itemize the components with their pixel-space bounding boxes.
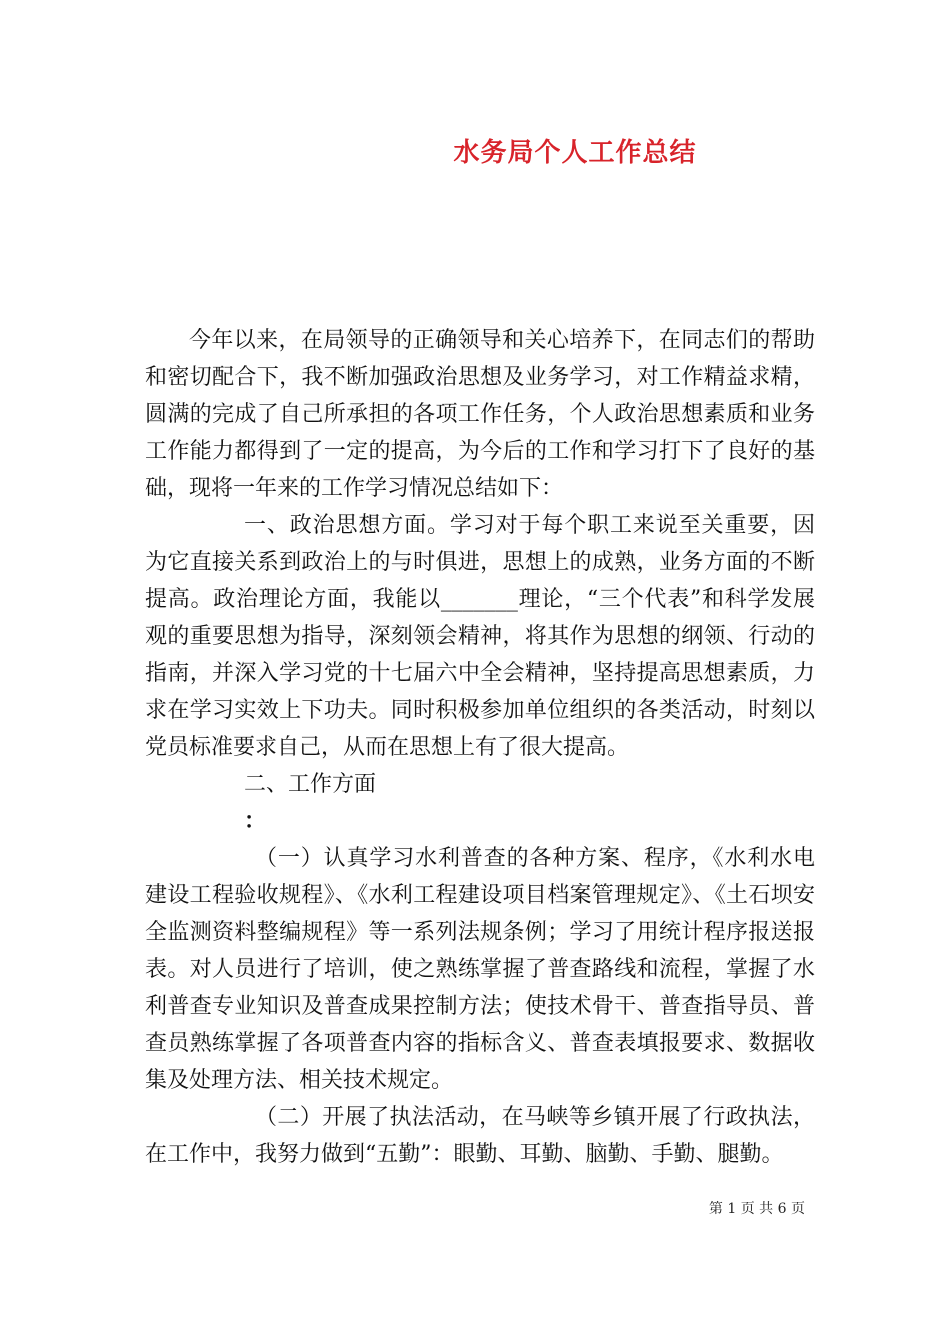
section-work-colon: ： — [244, 808, 267, 834]
intro-paragraph: 今年以来，在局领导的正确领导和关心培养下，在同志们的帮助和密切配合下，我不断加强政治思想及业务学习，对工作精益求精，圆满的完成了自己所承担的各项工作任务，个人政治思想素质和业务工作能力都得到了一定的提高，为今后的工作和学习打下了良好的基础，现将一年来的工作学习情况总结如下： — [145, 328, 815, 501]
page-number: 第 1 页 共 6 页 — [708, 1201, 805, 1217]
section-political-paragraph: 一、政治思想方面。学习对于每个职工来说至关重要，因为它直接关系到政治上的与时俱进，思想上的成熟，业务方面的不断提高。政治理论方面，我能以_______理论，“三个代表”和科学发展观的重要思想为指导，深刻领会精神，将其作为思想的纲领、行动的指南，并深入学习党的十七届六中全会精神，坚持提高思想素质，力求在学习实效上下功夫。同时积极参加单位组织的各类活动，时刻以党员标准要求自己，从而在思想上有了很大提高。 — [145, 513, 815, 760]
subsection-1-paragraph: （一）认真学习水利普查的各种方案、程序，《水利水电建设工程验收规程》、《水利工程建设项目档案管理规定》、《土石坝安全监测资料整编规程》等一系列法规条例；学习了用统计程序报送报表。对人员进行了培训，使之熟练掌握了普查路线和流程，掌握了水利普查专业知识及普查成果控制方法；使技术骨干、普查指导员、普查员熟练掌握了各项普查内容的指标含义、普查表填报要求、数据收集及处理方法、相关技术规定。 — [145, 846, 815, 1093]
section-work-heading: 二、工作方面 — [244, 772, 377, 797]
document-body — [145, 322, 815, 1173]
subsection-2-paragraph: （二）开展了执法活动，在马峡等乡镇开展了行政执法，在工作中，我努力做到“五勤”：眼勤、耳勤、脑勤、手勤、腿勤。 — [145, 1105, 815, 1167]
document-title: 水务局个人工作总结 — [453, 138, 697, 168]
